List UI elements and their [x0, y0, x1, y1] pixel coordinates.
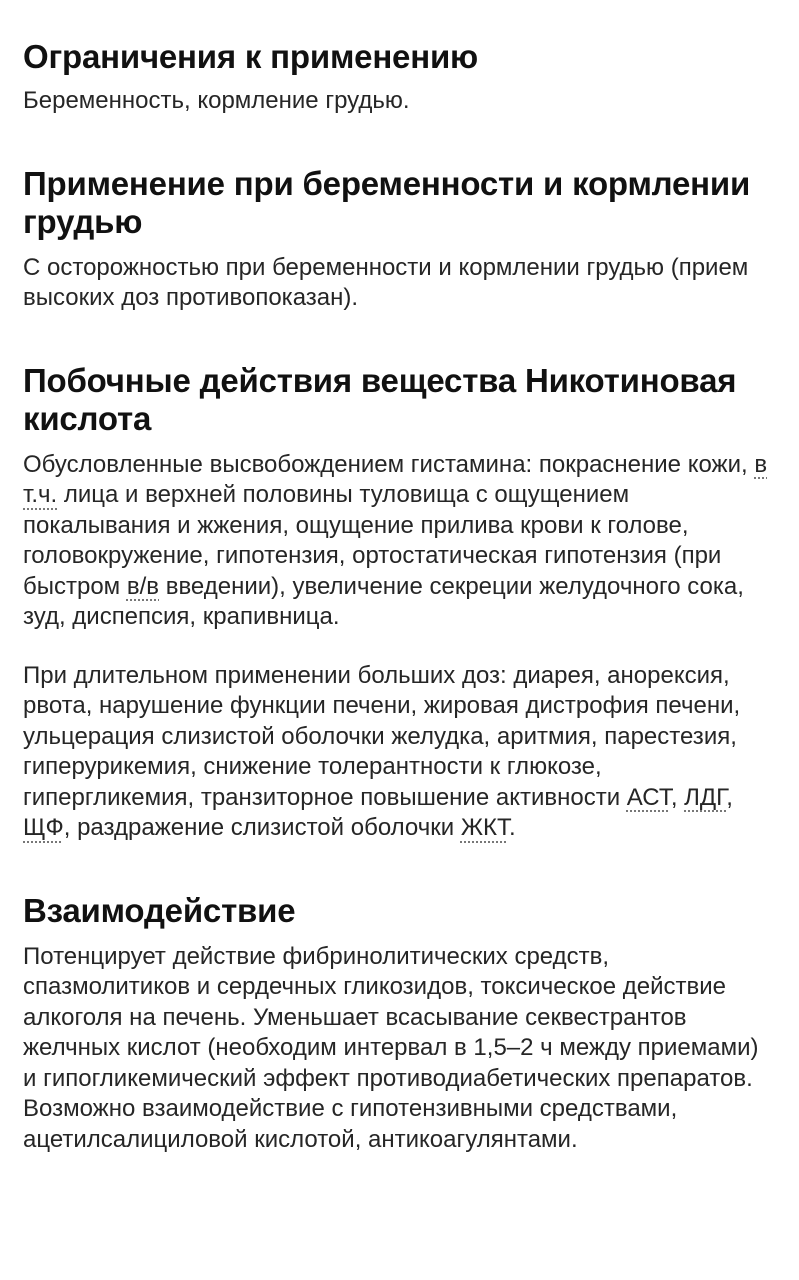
section-heading: Ограничения к применению — [23, 38, 479, 75]
section-heading: Взаимодействие — [23, 891, 296, 929]
abbreviation-link[interactable]: в т.ч. — [23, 450, 768, 508]
section-paragraph: При длительном применении больших доз: диарея, анорексия, рвота, нарушение функции печени, жировая дистрофия печени, ульцерация слизистой оболочки желудка, аритмия, парестезия, гиперурикемия, снижение толерантности к глюкозе, гипергликемия, транзиторное повышение активности АСТ, ЛДГ, ЩФ, раздражение слизистой оболочки ЖКТ. — [23, 661, 741, 841]
section-body: Потенцирует действие фибринолитических средств, спазмолитиков и сердечных гликозидов, токсическое действие алкоголя на печень. Уменьшает всасывание секвестрантов желчных кислот (необходим интервал в 1,5–2 ч между приемами) и гипогликемический эффект противодиабетических препаратов. Возможно взаимодействие с гипотензивными средствами, ацетилсалициловой кислотой, антикоагулянтами. — [23, 942, 759, 1153]
abbreviation-link[interactable]: ЩФ — [23, 814, 64, 841]
section-paragraph: Обусловленные высвобождением гистамина: покраснение кожи, в т.ч. лица и верхней половины туловища с ощущением покалывания и жжения, ощущение прилива крови к голове, головокружение, гипотензия, ортостатическая гипотензия (при быстром в/в введении), увеличение секреции желудочного сока, зуд, диспепсия, крапивница. — [23, 450, 768, 630]
abbreviation-link[interactable]: в/в — [126, 572, 160, 600]
section-pregnancy — [23, 165, 775, 314]
section-body: Беременность, кормление грудью. — [23, 87, 410, 114]
section-interactions — [23, 892, 775, 1156]
section-side-effects — [23, 362, 775, 844]
section-heading: Применение при беременности и кормлении грудью — [23, 164, 751, 240]
section-body: С осторожностью при беременности и кормлении грудью (прием высоких доз противопоказан). — [23, 253, 749, 311]
abbreviation-link[interactable]: ЛДГ — [684, 783, 727, 811]
section-restrictions — [23, 38, 775, 117]
abbreviation-link[interactable]: АСТ — [626, 783, 671, 811]
abbreviation-link[interactable]: ЖКТ — [460, 814, 509, 841]
section-heading: Побочные действия вещества Никотиновая кислота — [23, 361, 737, 437]
